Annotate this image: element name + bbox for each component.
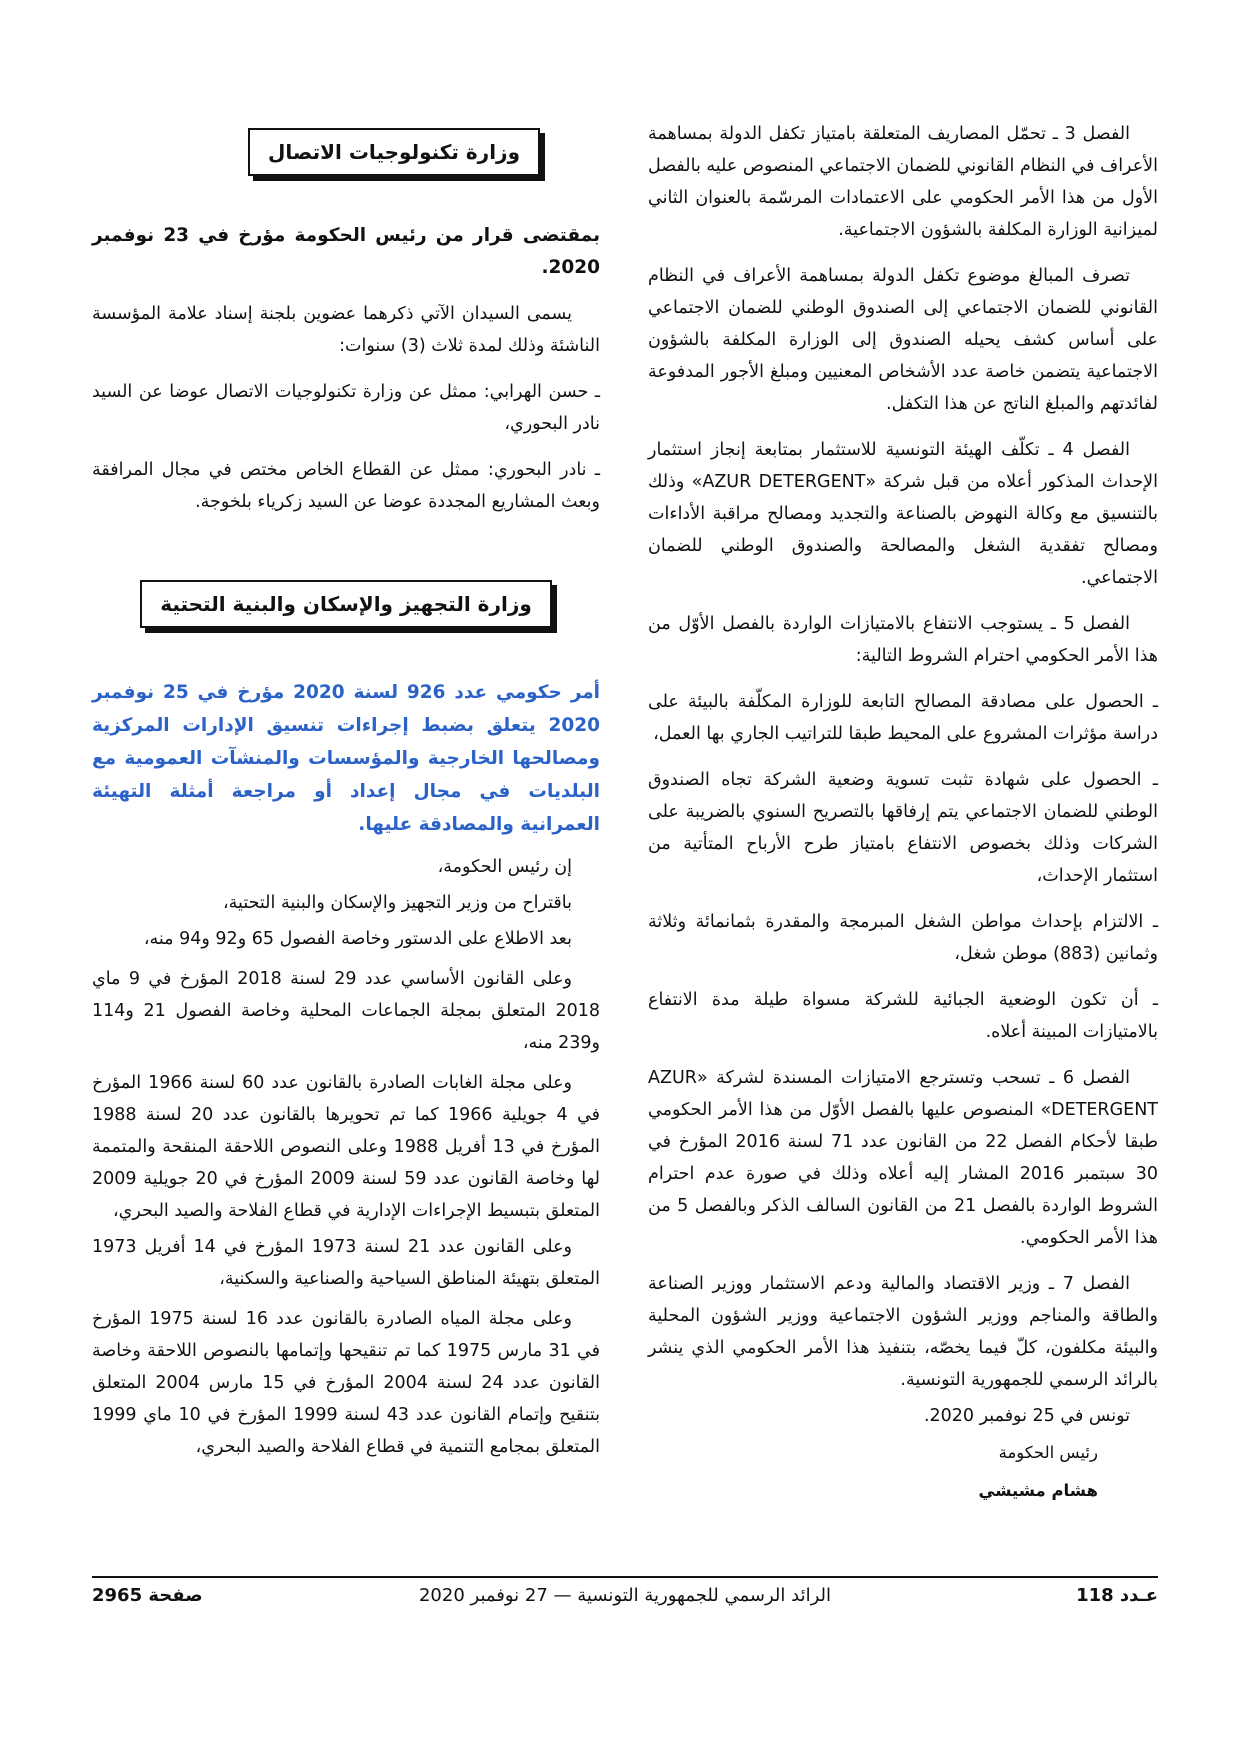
decision-member-2: ـ نادر البحوري: ممثل عن القطاع الخاص مختص في مجال المرافقة وبعث المشاريع المجددة عوضا عن السيد زكرياء بلخوجة. <box>92 460 600 512</box>
journal-title: الرائد الرسمي للجمهورية التونسية — 27 نوفمبر 2020 <box>418 1585 832 1606</box>
ministry-heading-communications: وزارة تكنولوجيات الاتصال <box>248 128 540 176</box>
article-3-payment: تصرف المبالغ موضوع تكفل الدولة بمساهمة الأعراف في النظام القانوني للضمان الاجتماعي إلى الصندوق الوطني للضمان الاجتماعي على أساس كشف يحيله الصندوق إلى الوزارة المكلفة بالشؤون الاجتماعية يتضمن خاصة عدد الأشخاص المعنيين ومبلغ الأجور المدفوعة لفائدتهم والمبلغ الناتج عن هذا التكفل. <box>648 266 1158 414</box>
date-line: تونس في 25 نوفمبر 2020. <box>923 1406 1130 1426</box>
decree-preamble-2: باقتراح من وزير التجهيز والإسكان والبنية التحتية، <box>223 893 572 913</box>
left-column <box>92 118 600 1477</box>
decree-preamble-7: وعلى مجلة المياه الصادرة بالقانون عدد 16 لسنة 1975 المؤرخ في 31 مارس 1975 كما تم تنقيحها وإتمامها بالنصوص اللاحقة وخاصة القانون عدد 24 لسنة 2004 المؤرخ في 15 مارس 2004 المتعلق بتنقيح وإتمام القانون عدد 43 لسنة 1999 المؤرخ في 10 ماي 1999 المتعلق بمجامع التنمية في قطاع الفلاحة والصيد البحري، <box>92 1309 601 1457</box>
ministry-heading-wrap-2 <box>92 580 600 648</box>
ministry-heading-wrap <box>92 128 600 196</box>
article-5: الفصل 5 ـ يستوجب الانتفاع بالامتيازات الواردة بالفصل الأوّل من هذا الأمر الحكومي احترام الشروط التالية: <box>648 614 1158 666</box>
footer-rule <box>92 1576 1158 1578</box>
decision-heading: بمقتضى قرار من رئيس الحكومة مؤرخ في 23 نوفمبر 2020. <box>92 225 601 278</box>
signature-title: رئيس الحكومة <box>998 1443 1098 1462</box>
decision-member-1: ـ حسن الهرابي: ممثل عن وزارة تكنولوجيات الاتصال عوضا عن السيد نادر البحوري، <box>92 382 600 434</box>
article-7: الفصل 7 ـ وزير الاقتصاد والمالية ودعم الاستثمار ووزير الصناعة والطاقة والمناجم ووزير الشؤون الاجتماعية ووزير الشؤون المحلية والبيئة مكلفون، كلّ فيما يخصّه، بتنفيذ هذا الأمر الحكومي الذي ينشر بالرائد الرسمي للجمهورية التونسية. <box>648 1274 1158 1390</box>
condition-1: ـ الحصول على مصادقة المصالح التابعة للوزارة المكلّفة بالبيئة على دراسة مؤثرات المشروع على المحيط طبقا للتراتيب الجاري بها العمل، <box>648 692 1158 744</box>
decree-preamble-4: وعلى القانون الأساسي عدد 29 لسنة 2018 المؤرخ في 9 ماي 2018 المتعلق بمجلة الجماعات المحلية وخاصة الفصول 21 و114 و239 منه، <box>92 969 600 1053</box>
ministry-heading-equipment: وزارة التجهيز والإسكان والبنية التحتية <box>140 580 552 628</box>
condition-2: ـ الحصول على شهادة تثبت تسوية وضعية الشركة تجاه الصندوق الوطني للضمان الاجتماعي يتم إرفاقها بالتصريح السنوي بالضريبة على الشركات وذلك بخصوص الانتفاع بامتياز طرح الأرباح المتأتية من استثمار الإحداث، <box>648 770 1158 886</box>
page-footer <box>92 1585 1158 1615</box>
decree-title: أمر حكومي عدد 926 لسنة 2020 مؤرخ في 25 نوفمبر 2020 يتعلق بضبط إجراءات تنسيق الإدارات المركزية ومصالحها الخارجية والمؤسسات والمنشآت العمومية مع البلديات في مجال إعداد أو مراجعة أمثلة التهيئة العمرانية والمصادقة عليها. <box>92 682 600 835</box>
condition-3: ـ الالتزام بإحداث مواطن الشغل المبرمجة والمقدرة بثمانمائة وثلاثة وثمانين (883) موطن شغل، <box>648 912 1158 964</box>
article-3: الفصل 3 ـ تحمّل المصاريف المتعلقة بامتياز تكفل الدولة بمساهمة الأعراف في النظام القانوني للضمان الاجتماعي المنصوص عليه بالفصل الأول من هذا الأمر الحكومي على الاعتمادات المرسّمة بالعنوان الثاني لميزانية الوزارة المكلفة بالشؤون الاجتماعية. <box>648 124 1158 240</box>
decree-preamble-5: وعلى مجلة الغابات الصادرة بالقانون عدد 60 لسنة 1966 المؤرخ في 4 جويلية 1966 كما تم تحويرها بالقانون عدد 20 لسنة 1988 المؤرخ في 13 أفريل 1988 وعلى النصوص اللاحقة المنقحة والمتممة لها وخاصة القانون عدد 59 لسنة 2009 المؤرخ في 20 جويلية 2009 المتعلق بتبسيط الإجراءات الإدارية في قطاع الفلاحة والصيد البحري، <box>92 1073 601 1221</box>
decision-body: يسمى السيدان الآتي ذكرهما عضوين بلجنة إسناد علامة المؤسسة الناشئة وذلك لمدة ثلاث (3) سنوات: <box>92 304 600 356</box>
decree-preamble-1: إن رئيس الحكومة، <box>437 857 572 877</box>
article-4: الفصل 4 ـ تكلّف الهيئة التونسية للاستثمار بمتابعة إنجاز استثمار الإحداث المذكور أعلاه من قبل شركة «AZUR DETERGENT» وذلك بالتنسيق مع وكالة النهوض بالصناعة والتجديد ومصالح مراقبة الأداءات ومصالح تفقدية الشغل والمصالحة والصندوق الوطني للضمان الاجتماعي. <box>648 440 1158 588</box>
article-6: الفصل 6 ـ تسحب وتسترجع الامتيازات المسندة لشركة «AZUR DETERGENT» المنصوص عليها بالفصل الأوّل من هذا الأمر الحكومي طبقا لأحكام الفصل 22 من القانون عدد 71 لسنة 2016 المؤرخ في 30 سبتمبر 2016 المشار إليه أعلاه وذلك في صورة عدم احترام الشروط الواردة بالفصل 21 من القانون السالف الذكر وبالفصل 5 من هذا الأمر الحكومي. <box>648 1068 1159 1248</box>
decree-preamble-3: بعد الاطلاع على الدستور وخاصة الفصول 65 و92 و94 منه، <box>143 929 572 949</box>
signature-name: هشام مشيشي <box>978 1481 1098 1500</box>
right-column <box>648 118 1158 1506</box>
issue-number: عـدد 118 <box>1076 1585 1158 1606</box>
decree-preamble-6: وعلى القانون عدد 21 لسنة 1973 المؤرخ في 14 أفريل 1973 المتعلق بتهيئة المناطق السياحية والصناعية والسكنية، <box>92 1237 600 1289</box>
page-number: صفحة 2965 <box>92 1585 203 1606</box>
condition-4: ـ أن تكون الوضعية الجبائية للشركة مسواة طيلة مدة الانتفاع بالامتيازات المبينة أعلاه. <box>648 990 1158 1042</box>
